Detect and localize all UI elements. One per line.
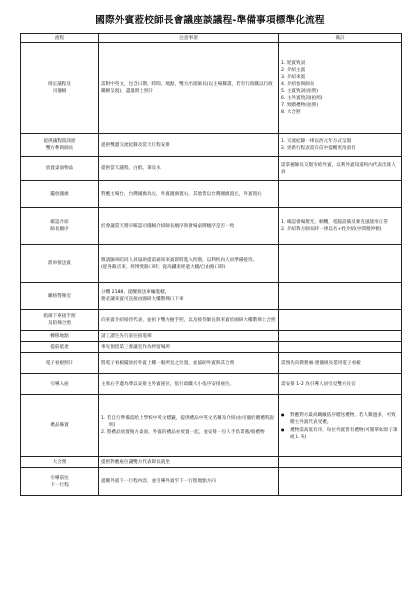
process-cell — [21, 457, 99, 468]
notes-cell — [99, 331, 279, 342]
table-row — [21, 134, 402, 157]
process-text: 禮品備置 — [50, 423, 69, 428]
notes-cell — [99, 157, 279, 181]
table-row — [21, 283, 402, 310]
notes-text: 敬請隨車陪同人員協助提前通知來賓即將進入校園，以利校內人員準備接待。 — [101, 257, 258, 263]
notes-cell — [99, 457, 279, 468]
table-row — [21, 374, 402, 395]
process-cell — [21, 374, 99, 395]
table-row — [21, 245, 402, 283]
remarks-item: 6. 主外賓致詞(拍照) — [281, 96, 323, 101]
process-cell — [21, 157, 99, 181]
notes-item: 2. 將禮品放置後方桌面，外賓的禮品亦放置一起，並安排一位人手負責遞/收禮物 — [101, 430, 265, 435]
table-row — [21, 342, 402, 353]
notes-text: 主席右手邊為尊以安排主外賓座位，依行政職大小依序安排座位。 — [101, 381, 235, 387]
notes-text: 提醒外賓下一行程內容，並引導外賓至下一行程地點方向 — [101, 479, 216, 484]
notes-cell — [99, 181, 279, 208]
remarks-cell — [279, 134, 402, 157]
process-text: 師長順序 — [50, 227, 69, 232]
remarks-cell — [279, 245, 402, 283]
process-text: 排定議程及 — [48, 82, 71, 87]
process-text: 引導前往 — [50, 475, 69, 481]
table-row — [21, 468, 402, 496]
remarks-item: 2. 更新行程表需在信中提醒更改項目 — [281, 146, 356, 151]
remarks-item: 8. 大合照 — [281, 110, 301, 115]
notes-text: 提供當天議程，白紙、筆及水 — [101, 166, 161, 171]
table-body — [21, 43, 402, 496]
process-cell — [21, 468, 99, 496]
process-text: 提前抵達 — [50, 344, 69, 350]
notes-cell — [99, 342, 279, 353]
table-row — [21, 157, 402, 181]
remarks-cell — [279, 457, 402, 468]
notes-text: 於會議當天稍早確認司儀稿介紹師長順序與會場桌牌順序是否一致 — [101, 223, 235, 229]
remarks-cell — [279, 310, 402, 331]
remarks-bullet: ● 禮物需高低有序，每位外賓皆有禮物(可簡單如原子筆或 L 夾) — [281, 426, 399, 441]
procedure-table — [20, 33, 402, 496]
notes-cell — [99, 43, 279, 134]
remarks-text: 需安排 1-2 為引導人員引見雙方長官 — [281, 381, 356, 387]
process-cell — [21, 353, 99, 374]
notes-text: 向來賓介紹接待代表，並拍下雙方握手照，以及接待師長與來賓於國研大樓階梯上合照 — [101, 317, 276, 323]
process-cell — [21, 181, 99, 208]
document-title: 國際外賓蒞校師長會議座談議程-準備事項標準化流程 — [95, 15, 325, 26]
notes-text: 分機 2188，提醒接送車輛進轄， — [101, 290, 170, 295]
process-text: 電子看板照片 — [45, 360, 74, 366]
notes-cell — [99, 208, 279, 245]
process-text: 指揚下車接手照 — [43, 314, 76, 319]
process-text: 司儀稿 — [52, 89, 67, 94]
process-text: 引導入座 — [50, 381, 69, 387]
remarks-cell — [279, 468, 402, 496]
remarks-cell — [279, 395, 402, 457]
notes-cell — [99, 245, 279, 283]
table-row — [21, 43, 402, 134]
notes-text: 將電子看板擺放於外賓上樓一眼所見之位置，並協助外賓與其合照 — [101, 360, 235, 366]
table-row — [21, 395, 402, 457]
remarks-cell — [279, 374, 402, 395]
process-text: 放置桌面物品 — [45, 166, 74, 171]
process-cell — [21, 310, 99, 331]
remarks-cell — [279, 342, 402, 353]
remarks-cell — [279, 181, 402, 208]
notes-text: 事先預留第三會議室作為停留場所 — [101, 344, 170, 350]
remarks-cell — [279, 331, 402, 342]
remarks-text: 需預先向教務處-建儀組長借用電子看板 — [281, 360, 361, 366]
notes-text: 對應主場台，台灣國旗為左，外賓國旗置右，其他皆以台灣國旗置左，外賓置右 — [101, 191, 262, 197]
notes-cell — [99, 283, 279, 310]
notes-cell — [99, 374, 279, 395]
table-row — [21, 331, 402, 342]
process-text: 下一行程 — [50, 482, 69, 488]
remarks-item: 1. 交流紀錄一律以西元年方式呈現 — [281, 139, 352, 144]
notes-text: 提供雙邊交流紀錄及當天行程安排 — [101, 142, 170, 148]
table-row — [21, 457, 402, 468]
remarks-item: 7. 致贈禮物(拍照) — [281, 103, 318, 108]
remarks-cell — [279, 283, 402, 310]
process-text: 轉移地點 — [50, 333, 69, 339]
notes-cell — [99, 310, 279, 331]
notes-item: 1. 若自行準備需給上學校中英文標籤，提供禮品中英文名稱及介紹(由司儀於贈禮時說明) — [101, 416, 275, 428]
notes-text: (從各飯店來，經博愛路口時；從高鐵來經過大順/自由路口時) — [101, 264, 226, 270]
notes-text: 提供對應座位讓雙方代表即長就坐 — [101, 459, 170, 465]
process-text: 及陪梯合照 — [48, 321, 71, 326]
process-text: 聯絡警衛室 — [48, 293, 71, 299]
remarks-item: 4. 介紹参與師長 — [281, 82, 315, 87]
remarks-cell — [279, 43, 402, 134]
notes-cell — [99, 353, 279, 374]
table-row — [21, 353, 402, 374]
process-cell — [21, 395, 99, 457]
remarks-cell — [279, 157, 402, 181]
remarks-bullet: ● 對應對方最高職級依序贈送禮物，若人數過多，可致贈主外賓代表受禮。 — [281, 411, 399, 426]
process-text: 大合照 — [52, 459, 67, 465]
process-text: 擺放國旗 — [50, 191, 69, 197]
header-notes: 注意事項 — [99, 34, 279, 43]
notes-cell — [99, 395, 279, 457]
process-text: 雙方參與師長 — [45, 146, 74, 151]
table-row — [21, 208, 402, 245]
notes-text: 請工讀生先行前往接電梯 — [101, 333, 152, 339]
notes-text: 需附中英文，包含日期、時間、地點，雙方出席師長(以主場稱謂，若有行政職以行政職稱呈現)，盡量附上照片 — [101, 82, 273, 94]
process-cell — [21, 342, 99, 353]
notes-cell — [99, 134, 279, 157]
process-text: 確認介紹 — [50, 220, 69, 225]
process-cell — [21, 134, 99, 157]
remarks-cell — [279, 353, 402, 374]
table-row — [21, 181, 402, 208]
process-cell — [21, 43, 99, 134]
remarks-item: 5. 主賓致詞(拍照) — [281, 89, 318, 94]
process-cell — [21, 245, 99, 283]
header-remarks: 備註 — [279, 34, 402, 43]
table-header-row — [21, 34, 402, 43]
remarks-item: 3. 介紹來賓 — [281, 75, 306, 80]
remarks-item: 2. 介紹我方師長時一律以名+姓介紹(中間稍停頓) — [281, 227, 382, 232]
remarks-item: 1. 迎賓致詞 — [281, 61, 306, 66]
header-process: 流程 — [21, 34, 99, 43]
process-cell — [21, 283, 99, 310]
notes-text: 務必讓來賓可直接由國研大樓階梯口下車 — [101, 297, 184, 302]
remarks-cell — [279, 208, 402, 245]
process-text: 提供議程資訊給 — [43, 139, 76, 144]
remarks-item: 2. 介紹主賓 — [281, 68, 306, 73]
process-text: 派車接送賓 — [48, 261, 71, 266]
notes-cell — [99, 468, 279, 496]
remarks-item: 1. 確認會場燈光，桐機，電腦設備及麥克風使用正常 — [281, 220, 388, 225]
remarks-text: 需掌握師長交版岑給外賓，以利外賓知道校內代表出席人員 — [281, 162, 396, 175]
process-cell — [21, 208, 99, 245]
table-row — [21, 310, 402, 331]
process-cell — [21, 331, 99, 342]
